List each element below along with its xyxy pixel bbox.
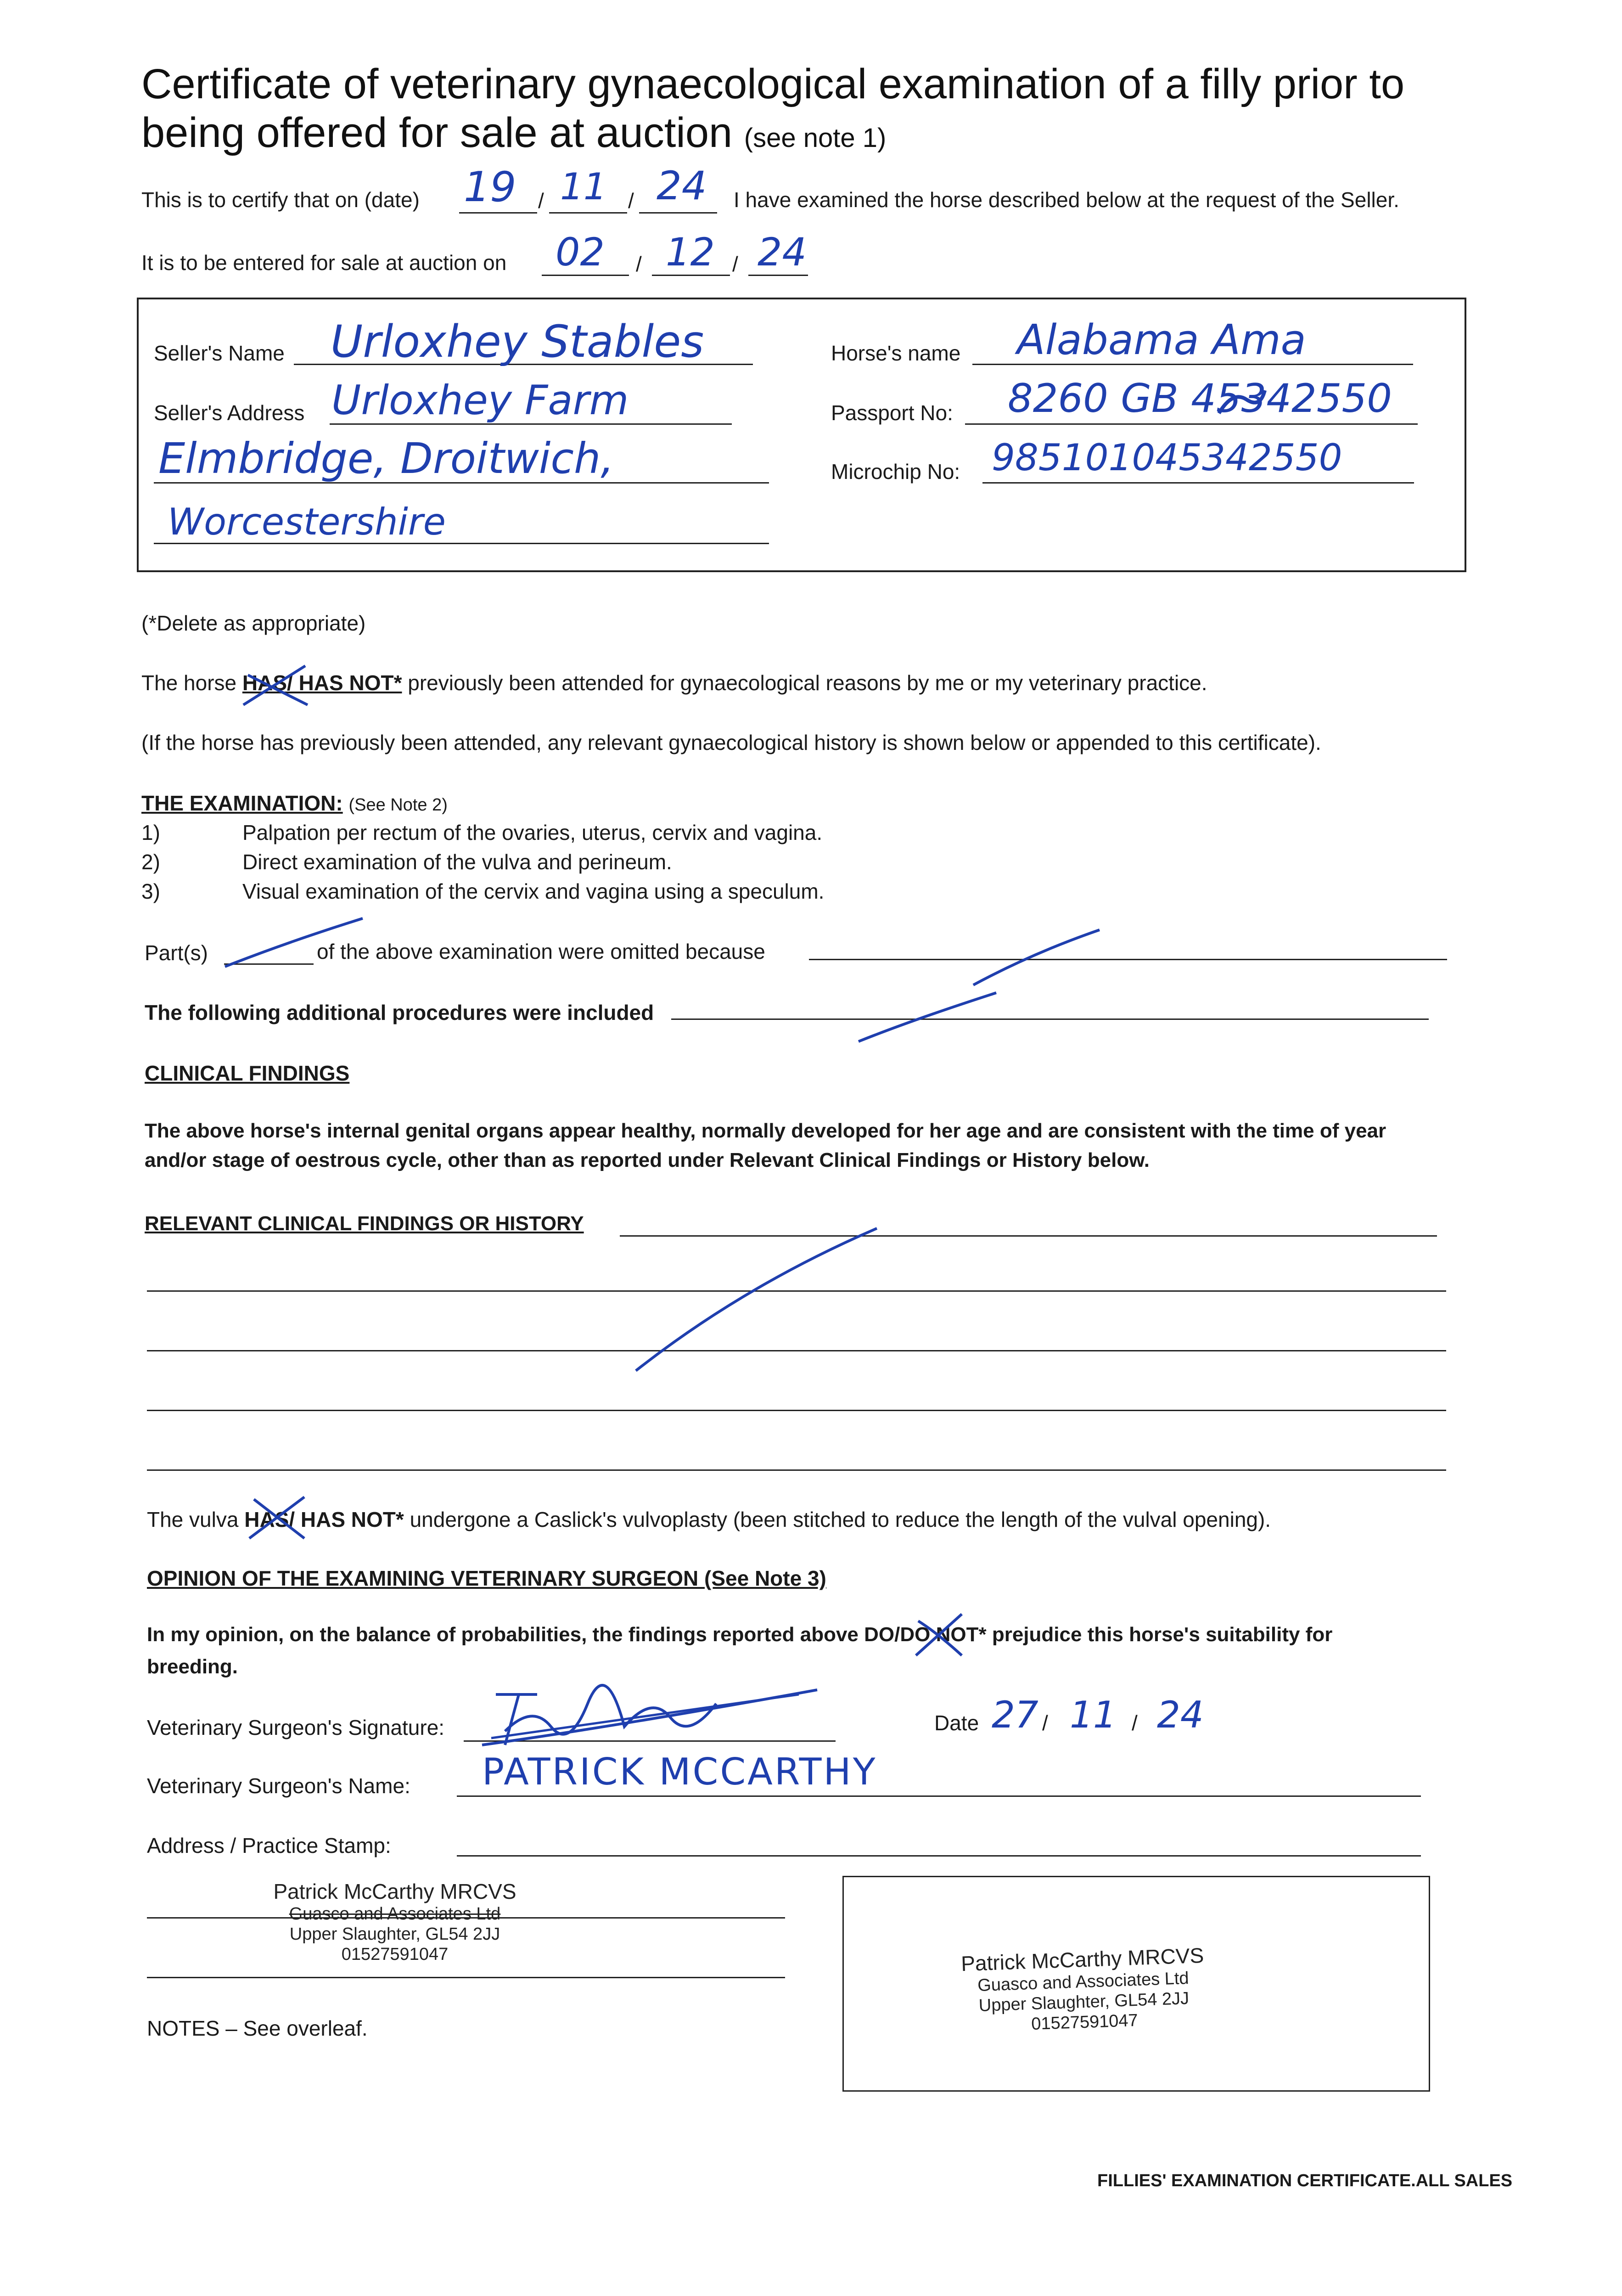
signature-date-sep-2: / [1132,1711,1138,1735]
certify-sep-1: / [538,189,544,213]
stamp-left-company: Guasco and Associates Ltd [289,1904,501,1924]
opinion-text-1: In my opinion, on the balance of probabilities, the findings reported above DO/DO NOT* prejudice this horse's suitability for [147,1623,1333,1646]
passport-label: Passport No: [831,401,953,425]
exam-date-month: 11 [560,165,607,208]
veterinary-signature [477,1676,826,1750]
opinion-heading: OPINION OF THE EXAMINING VETERINARY SURGEON (See Note 3) [147,1566,826,1590]
stamp-left-address: Upper Slaughter, GL54 2JJ [289,1925,500,1944]
signature-date-label: Date [934,1711,979,1735]
opinion-do-struck: DO [864,1623,895,1646]
stamp-right-address: Upper Slaughter, GL54 2JJ [978,1988,1190,2015]
omitted-cross-out [969,925,1106,990]
stamp-right-name: Patrick McCarthy MRCVS [960,1943,1204,1976]
exam-date-day: 19 [464,163,516,211]
document-title [141,60,1404,163]
signature-date-year: 24 [1157,1694,1204,1736]
exam-item-3-text: Visual examination of the cervix and vagina using a speculum. [242,879,825,903]
seller-name-label: Seller's Name [154,341,285,365]
examination-heading-note: (See Note 2) [348,795,448,815]
clinical-text-2: and/or stage of oestrous cycle, other than as reported under Relevant Clinical Findings or History below. [145,1149,1150,1171]
practice-stamp-right [931,1942,1236,2038]
attended-line: The horse HAS/ HAS NOT* previously been attended for gynaecological reasons by me or my veterinary practice. [141,671,1207,695]
vulva-has-not: / HAS NOT* [289,1508,404,1531]
seller-address-line-2: Elmbridge, Droitwich, [158,434,614,483]
passport-value: 8260 GB 45342550 [1008,376,1392,422]
delete-note: (*Delete as appropriate) [141,611,366,635]
additional-cross-out [854,987,1001,1047]
surgeon-name-value: PATRICK MCCARTHY [482,1750,877,1793]
seller-address-line-1: Urloxhey Farm [331,377,629,424]
surgeon-name-label: Veterinary Surgeon's Name: [147,1774,410,1798]
exam-item-2-text: Direct examination of the vulva and perineum. [242,850,672,874]
seller-address-label: Seller's Address [154,401,305,425]
auction-date-day: 02 [556,230,605,275]
signature-label: Veterinary Surgeon's Signature: [147,1716,445,1739]
auction-sep-2: / [732,252,738,276]
vulva-has-struck: HAS [244,1508,289,1531]
certify-sep-2: / [628,189,634,213]
attended-has-struck: HAS [242,671,287,695]
exam-item-2-num: 2) [141,850,160,874]
microchip-value: 985101045342550 [992,436,1342,479]
certify-suffix: I have examined the horse described below at the request of the Seller. [734,188,1399,212]
microchip-label: Microchip No: [831,460,960,484]
omitted-label: of the above examination were omitted because [317,940,765,963]
stamp-left-phone: 01527591047 [341,1945,449,1964]
signature-date-month: 11 [1070,1694,1117,1736]
exam-item-3-num: 3) [141,879,160,903]
clinical-text-1: The above horse's internal genital organs appear healthy, normally developed for her age and are consistent with the time of year [145,1120,1386,1142]
history-note: (If the horse has previously been attended, any relevant gynaecological history is shown below or appended to this certificate). [141,731,1321,754]
seller-address-line-3: Worcestershire [168,501,446,543]
opinion-text-2: breeding. [147,1655,238,1678]
stamp-left-name: Patrick McCarthy MRCVS [273,1880,516,1903]
parts-label: Part(s) [145,941,208,965]
address-stamp-label: Address / Practice Stamp: [147,1834,391,1857]
practice-stamp-left [257,1879,533,1964]
examination-heading-line [141,791,448,816]
relevant-findings-cross-out [629,1221,886,1378]
exam-date-year: 24 [657,163,707,209]
title-note: (see note 1) [744,123,887,153]
signature-date-sep-1: / [1042,1711,1048,1735]
exam-item-1-num: 1) [141,821,160,844]
auction-prefix: It is to be entered for sale at auction on [141,251,507,275]
attended-has-not: / HAS NOT* [287,671,402,695]
signature-date-day: 27 [992,1694,1038,1736]
stamp-right-company: Guasco and Associates Ltd [977,1968,1190,1996]
horse-name-value: Alabama Ama [1017,316,1306,364]
horse-name-label: Horse's name [831,341,961,365]
certify-prefix: This is to certify that on (date) [141,188,420,212]
exam-item-1-text: Palpation per rectum of the ovaries, uterus, cervix and vagina. [242,821,823,844]
auction-date-year: 24 [758,230,807,275]
seller-name-value: Urloxhey Stables [331,316,704,367]
auction-sep-1: / [636,252,642,276]
title-line-2: being offered for sale at auction (see note 1) [141,109,887,156]
notes-text: NOTES – See overleaf. [147,2016,368,2040]
vulva-line: The vulva HAS/ HAS NOT* undergone a Caslick's vulvoplasty (been stitched to reduce the length of the vulval opening). [147,1508,1271,1531]
clinical-heading: CLINICAL FINDINGS [145,1061,350,1085]
examination-heading: THE EXAMINATION: [141,791,343,815]
additional-label: The following additional procedures were included [145,1001,654,1024]
relevant-heading: RELEVANT CLINICAL FINDINGS OR HISTORY [145,1212,584,1235]
title-line-1: Certificate of veterinary gynaecological examination of a filly prior to [141,61,1405,107]
auction-date-month: 12 [666,230,715,275]
stamp-right-phone: 01527591047 [1031,2010,1139,2034]
footer-label: FILLIES' EXAMINATION CERTIFICATE.ALL SALES [1097,2171,1513,2190]
